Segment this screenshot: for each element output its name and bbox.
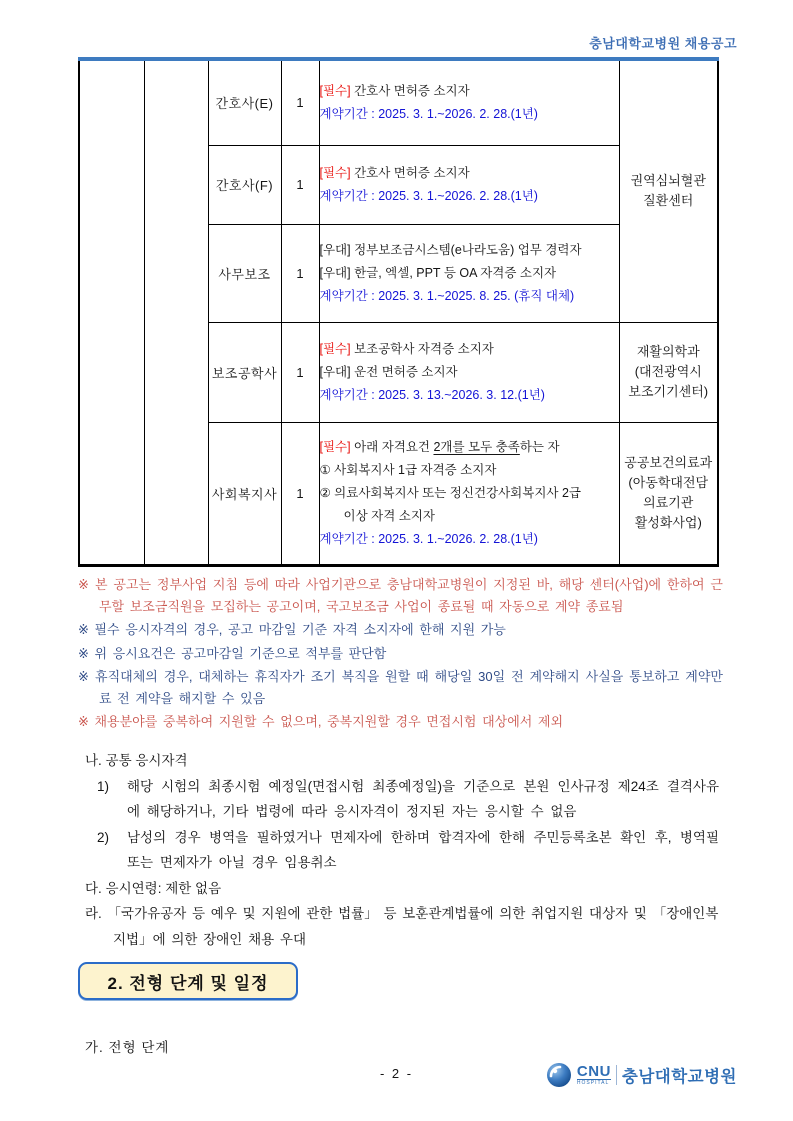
department-line: 질환센터 (643, 193, 694, 209)
requirement-line (320, 482, 619, 505)
qualification-section (85, 748, 719, 952)
section-title: 2. 전형 단계 및 일정 (107, 973, 269, 993)
department-line: 공공보건의료과 (624, 455, 713, 470)
logo-cnu-text: CNU (576, 1063, 611, 1080)
count-cell: 1 (281, 422, 319, 565)
item-marker: 2) (97, 829, 110, 845)
subsection-line: 라. 「국가유공자 등 예우 및 지원에 관한 법률」 등 보훈관계법률에 의한 취업지원 대상자 및 「장애인복지법」에 의한 장애인 채용 우대 (85, 906, 719, 947)
requirement-line (320, 338, 619, 361)
text-segment: 하는 자 (519, 439, 560, 454)
numbered-item (85, 774, 719, 825)
requirement-line (320, 459, 619, 482)
subsection-title: 나. 공통 응시자격 (85, 753, 188, 768)
item-text: 해당 시험의 최종시험 예정일(면접시험 최종예정일)을 기준으로 본원 인사규정 제24조 결격사유에 해당하거나, 기타 법령에 따라 응시자격이 정지된 자는 응시할 수 없음 (127, 778, 719, 819)
text-segment: 아래 자격요건 (350, 439, 434, 454)
text-segment: ② 의료사회복지사 또는 정신건강사회복지사 2급 (319, 485, 581, 500)
department-line: 의료기관 (643, 495, 694, 510)
table-row (79, 59, 718, 145)
text-segment: 계약기간 : 2025. 3. 1.~2026. 2. 28.(1년) (319, 188, 538, 203)
numbered-item (85, 825, 719, 876)
text-segment: 간호사 면허증 소지자 (350, 165, 470, 180)
requirement-line (320, 384, 619, 407)
text-segment: [우대] 한글, 엑셀, PPT 등 OA 자격증 소지자 (319, 265, 557, 280)
requirement-line (320, 239, 619, 262)
item-text: 남성의 경우 병역을 필하였거나 면제자에 한하며 합격자에 한해 주민등록초본 확인 후, 병역필 또는 면제자가 아닐 경우 임용취소 (127, 829, 719, 870)
department-cell (619, 59, 718, 322)
document-header-label: 충남대학교병원 채용공고 (589, 36, 737, 51)
text-segment: [필수] (319, 439, 351, 454)
hospital-logo (546, 1062, 737, 1088)
department-line: (대전광역시 (634, 364, 702, 379)
department-cell (619, 322, 718, 422)
text-segment: 계약기간 : 2025. 3. 1.~2026. 2. 28.(1년) (319, 531, 538, 546)
count-cell: 1 (281, 224, 319, 322)
requirement-line (320, 162, 619, 185)
text-segment: 간호사 면허증 소지자 (350, 83, 470, 98)
text-segment: 계약기간 : 2025. 3. 1.~2026. 2. 28.(1년) (319, 106, 538, 121)
requirement-line (320, 80, 619, 103)
requirement-line (320, 361, 619, 384)
requirements-cell (319, 322, 619, 422)
department-cell (619, 422, 718, 565)
text-segment: 이상 자격 소지자 (343, 508, 435, 523)
requirements-cell (319, 145, 619, 224)
requirements-cell (319, 224, 619, 322)
requirements-cell (319, 59, 619, 145)
department-line: 활성화사업) (634, 515, 702, 530)
globe-icon (546, 1062, 572, 1088)
text-segment: [필수] (319, 165, 351, 180)
note-item: ※ 휴직대체의 경우, 대체하는 휴직자가 조기 복직을 원할 때 해당일 30일 전 계약해지 사실을 통보하고 계약만료 전 계약을 해지할 수 있음 (78, 669, 723, 706)
text-segment: [필수] (319, 341, 351, 356)
item-marker: 1) (97, 778, 110, 794)
requirement-line (320, 528, 619, 551)
logo-hospital-text: HOSPITAL (576, 1080, 610, 1086)
logo-hospital-name: 충남대학교병원 (621, 1068, 737, 1086)
text-segment: [필수] (319, 83, 351, 98)
requirements-cell (319, 422, 619, 565)
empty-cell (144, 59, 208, 565)
empty-cell (79, 59, 144, 565)
note-item: ※ 위 응시요건은 공고마감일 기준으로 적부를 판단함 (78, 645, 387, 661)
text-segment: [우대] 정부보조금시스템(e나라도움) 업무 경력자 (319, 242, 582, 257)
department-line: 권역심뇌혈관 (630, 173, 706, 189)
text-segment: 2개를 모두 충족 (433, 439, 520, 454)
department-line: 보조기기센터) (628, 384, 709, 399)
count-cell: 1 (281, 145, 319, 224)
requirement-line (320, 103, 619, 126)
section-subtitle: 가. 전형 단계 (85, 1040, 170, 1055)
job-title-cell: 사회복지사 (208, 422, 281, 565)
text-segment: 계약기간 : 2025. 3. 13.~2026. 3. 12.(1년) (319, 387, 545, 402)
subsection-line: 다. 응시연령: 제한 없음 (85, 880, 222, 896)
text-segment: [우대] 운전 면허증 소지자 (319, 364, 458, 379)
page-number: - 2 - (379, 1066, 414, 1081)
department-line: (아동학대전담 (628, 475, 709, 490)
job-title-cell: 간호사(F) (208, 145, 281, 224)
text-segment: ① 사회복지사 1급 자격증 소지자 (319, 462, 497, 477)
requirement-line (320, 436, 619, 459)
job-title-cell: 보조공학사 (208, 322, 281, 422)
job-table (78, 57, 719, 567)
requirement-line (320, 185, 619, 208)
text-segment: 계약기간 : 2025. 3. 1.~2025. 8. 25. (휴직 대체) (319, 288, 575, 303)
note-item: ※ 본 공고는 정부사업 지침 등에 따라 사업기관으로 충남대학교병원이 지정된 바, 해당 센터(사업)에 한하여 근무할 보조금직원을 모집하는 공고이며, 국고보조금 사업이 종료될 때 자동으로 계약 종료됨 (78, 577, 723, 614)
requirement-line (320, 285, 619, 308)
job-title-cell: 사무보조 (208, 224, 281, 322)
count-cell: 1 (281, 322, 319, 422)
section-title-box (78, 962, 298, 1000)
job-title-cell: 간호사(E) (208, 59, 281, 145)
note-item: ※ 채용분야를 중복하여 지원할 수 없으며, 중복지원할 경우 면접시험 대상에서 제외 (78, 714, 564, 729)
logo-divider (616, 1065, 617, 1085)
department-line: 재활의학과 (636, 344, 700, 359)
requirement-line (320, 262, 619, 285)
requirement-line (320, 505, 619, 528)
notes-section (78, 574, 723, 735)
note-item: ※ 필수 응시자격의 경우, 공고 마감일 기준 자격 소지자에 한해 지원 가능 (78, 622, 506, 637)
count-cell: 1 (281, 59, 319, 145)
text-segment: 보조공학사 자격증 소지자 (350, 341, 494, 356)
